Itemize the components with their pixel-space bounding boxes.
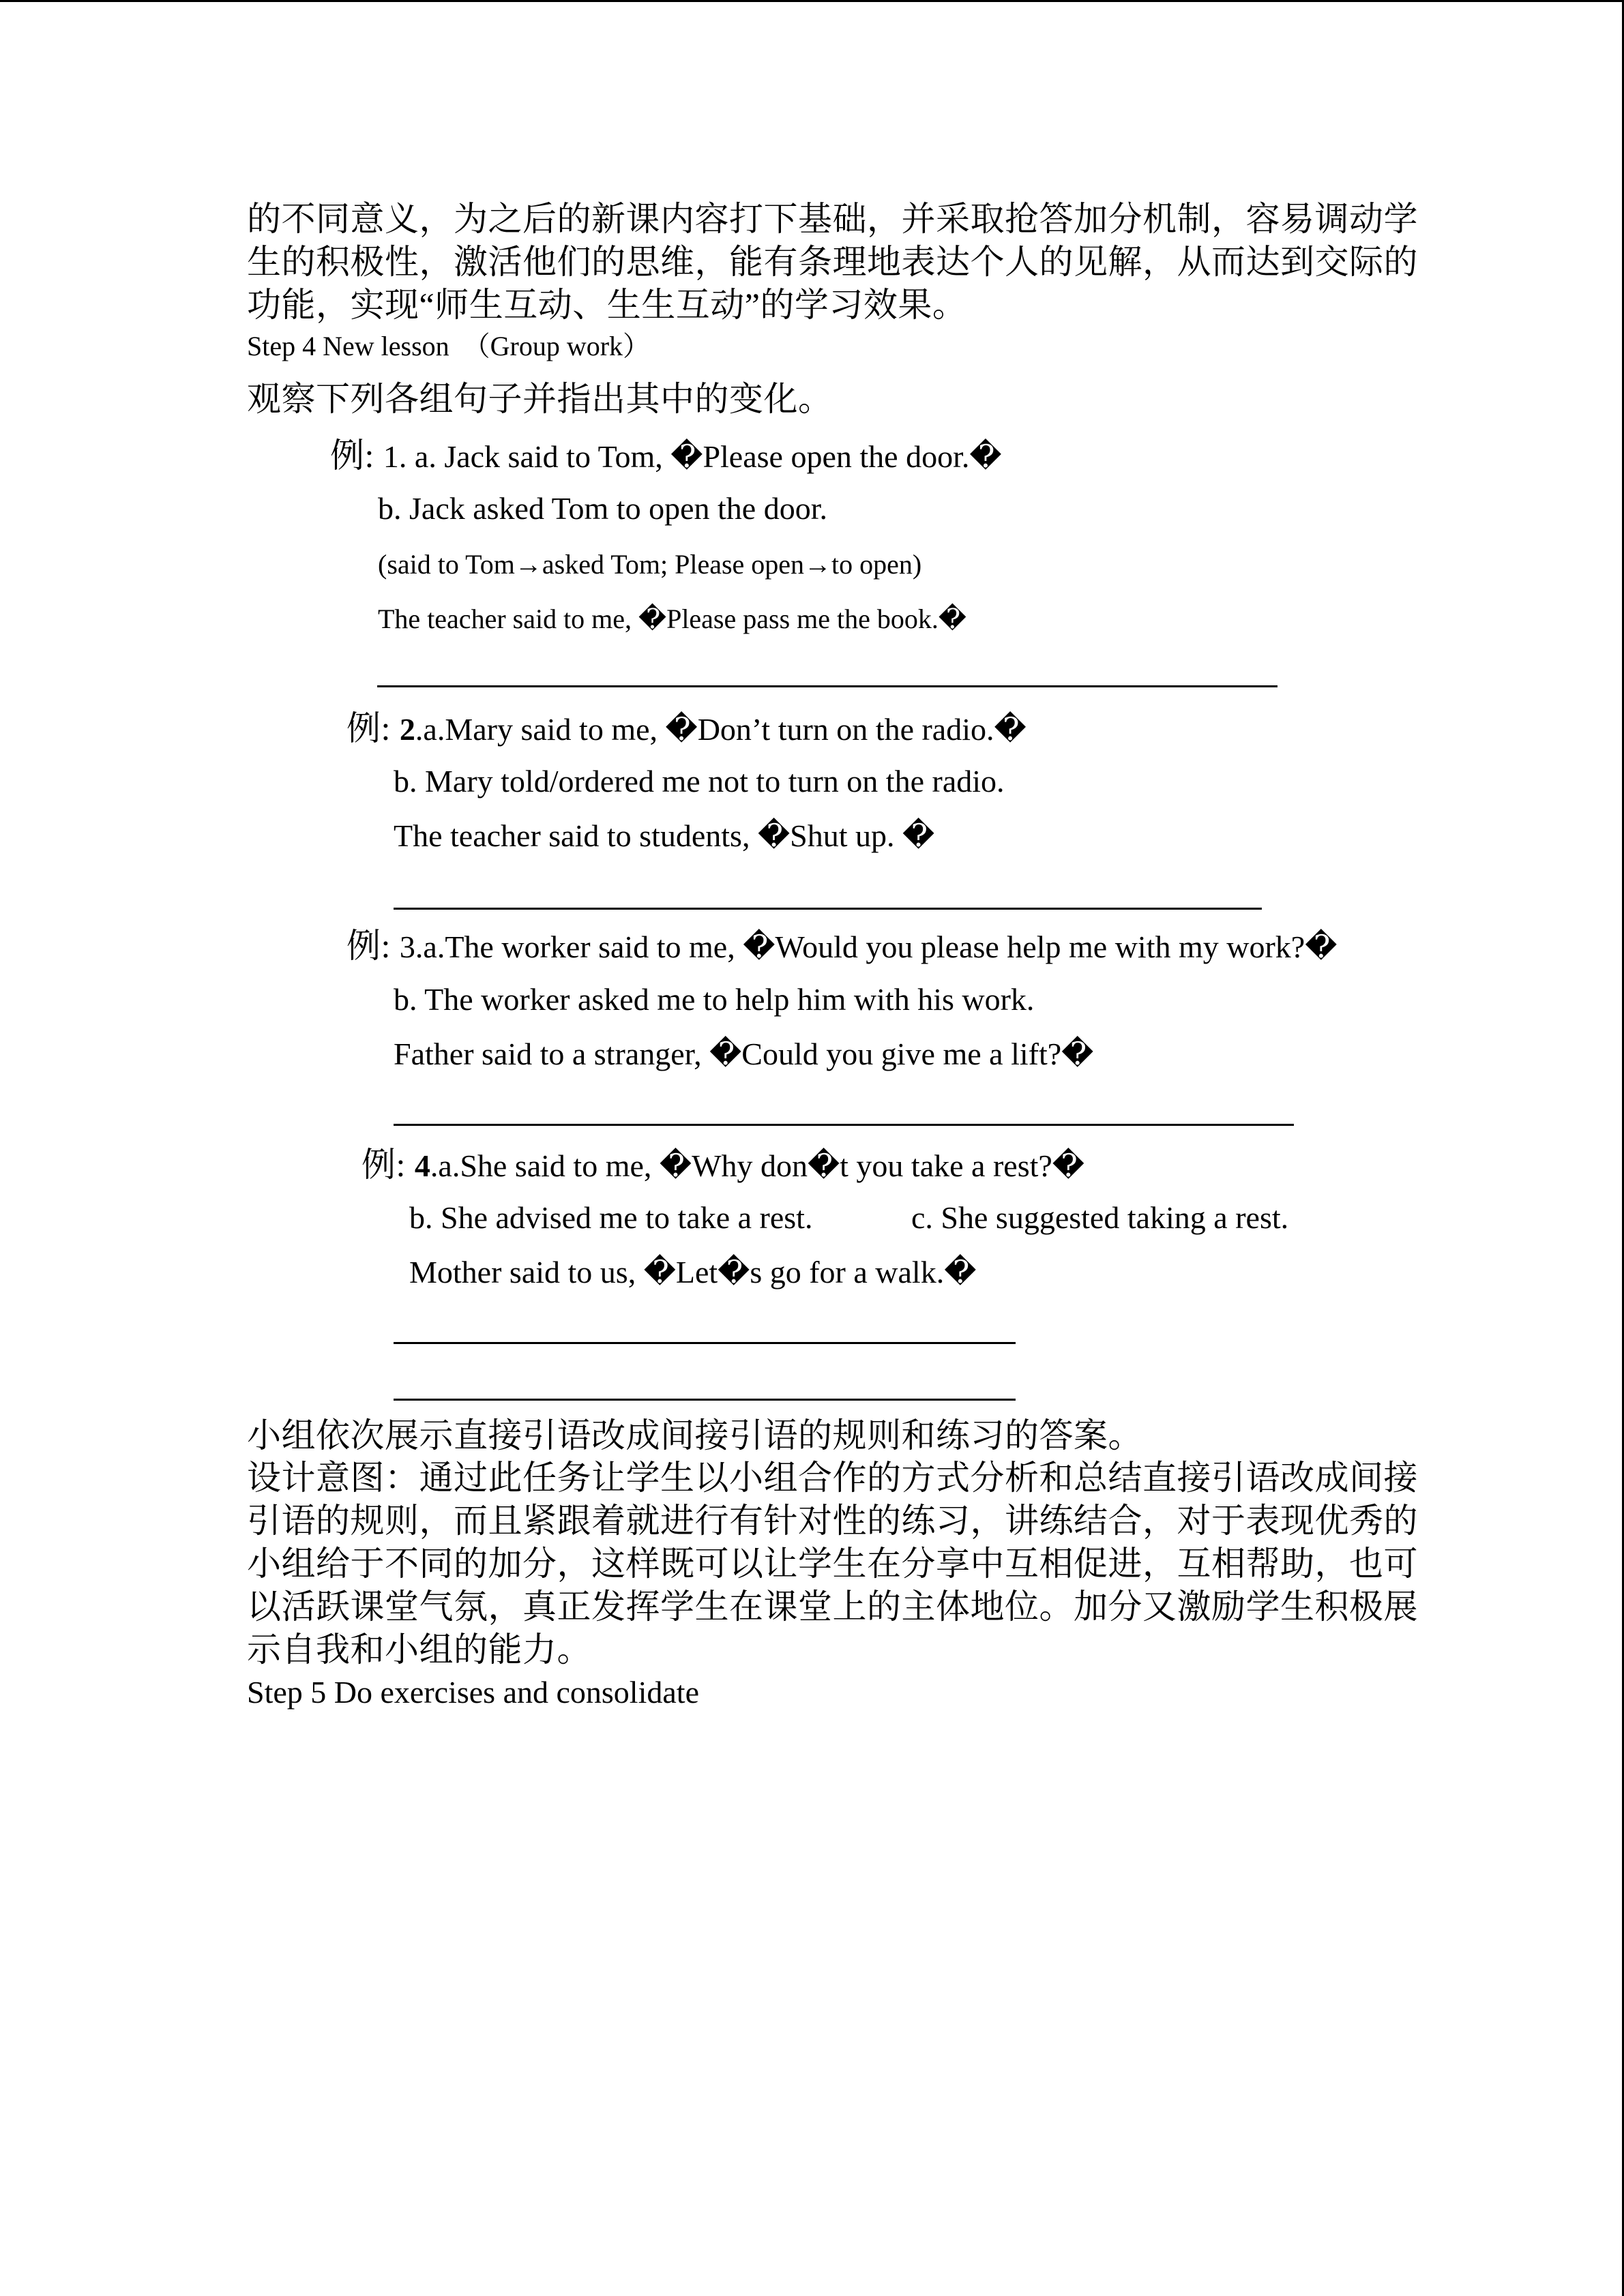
design-intent-line-4: 以活跃课堂气氛，真正发挥学生在课堂上的主体地位。加分又激励学生积极展 bbox=[247, 1587, 1418, 1626]
example-4-a-sentence: .a.She said to me, �Why don�t you take a rest?� bbox=[430, 1148, 1084, 1183]
design-intent-line-2: 引语的规则，而且紧跟着就进行有针对性的练习，讲练结合，对于表现优秀的 bbox=[247, 1502, 1418, 1540]
example-4-exercise: Mother said to us, �Let�s go for a walk.� bbox=[409, 1255, 977, 1289]
example-4-number: 4 bbox=[414, 1148, 430, 1183]
example-3-a-sentence: .a.The worker said to me, �Would you please help me with my work?� bbox=[415, 929, 1338, 964]
example-1-note: (said to Tom→asked Tom; Please open→to open) bbox=[378, 549, 922, 580]
example-3-b: b. The worker asked me to help him with his work. bbox=[394, 982, 1035, 1017]
example-2-a bbox=[346, 711, 1027, 745]
example-4-a bbox=[361, 1148, 1084, 1182]
example-3-number: 3 bbox=[399, 929, 415, 964]
example-2-exercise: The teacher said to students, �Shut up. � bbox=[394, 818, 935, 853]
example-2-b: b. Mary told/ordered me not to turn on the radio. bbox=[394, 764, 1005, 799]
example-1-a bbox=[330, 438, 1002, 473]
example-2-a-sentence: .a.Mary said to me, �Don’t turn on the radio.� bbox=[415, 712, 1027, 747]
page-top-border bbox=[0, 0, 1624, 2]
example-4-answer-line-2 bbox=[394, 1399, 1016, 1401]
observe-instruction: 观察下列各组句子并指出其中的变化。 bbox=[247, 380, 833, 418]
design-intent-line-3: 小组给于不同的加分，这样既可以让学生在分享中互相促进，互相帮助，也可 bbox=[247, 1545, 1418, 1583]
intro-line-1: 的不同意义，为之后的新课内容打下基础，并采取抢答加分机制，容易调动学 bbox=[247, 200, 1418, 238]
design-intent-line-1: 设计意图：通过此任务让学生以小组合作的方式分析和总结直接引语改成间接 bbox=[247, 1459, 1418, 1497]
example-1-exercise: The teacher said to me, �Please pass me the book.� bbox=[378, 603, 966, 634]
example-1-a-sentence: . a. Jack said to Tom, �Please open the door.� bbox=[398, 439, 1002, 474]
example-2-answer-line bbox=[394, 908, 1262, 910]
group-presentation: 小组依次展示直接引语改成间接引语的规则和练习的答案。 bbox=[247, 1416, 1142, 1455]
intro-line-2: 生的积极性，激活他们的思维，能有条理地表达个人的见解，从而达到交际的 bbox=[247, 243, 1418, 281]
example-2-number: 2 bbox=[399, 712, 415, 747]
design-intent-line-5: 示自我和小组的能力。 bbox=[247, 1630, 591, 1669]
example-1-b: b. Jack asked Tom to open the door. bbox=[378, 491, 827, 526]
example-3-answer-line bbox=[394, 1124, 1294, 1126]
example-1-answer-line bbox=[377, 685, 1278, 687]
example-1-label: 例: bbox=[330, 436, 383, 475]
step4-heading: Step 4 New lesson （Group work） bbox=[247, 331, 651, 361]
example-2-label: 例: bbox=[346, 709, 400, 747]
example-3-a bbox=[346, 929, 1337, 963]
example-3-label: 例: bbox=[346, 927, 400, 965]
intro-line-3: 功能，实现“师生互动、生生互动”的学习效果。 bbox=[247, 286, 967, 324]
example-4-answer-line-1 bbox=[394, 1342, 1016, 1344]
example-1-number: 1 bbox=[383, 439, 399, 474]
example-3-exercise: Father said to a stranger, �Could you give me a lift?� bbox=[394, 1037, 1094, 1071]
step5-heading: Step 5 Do exercises and consolidate bbox=[247, 1675, 699, 1710]
example-4-c: c. She suggested taking a rest. bbox=[911, 1200, 1289, 1235]
example-4-b: b. She advised me to take a rest. bbox=[409, 1200, 813, 1235]
example-4-label: 例: bbox=[361, 1146, 415, 1184]
